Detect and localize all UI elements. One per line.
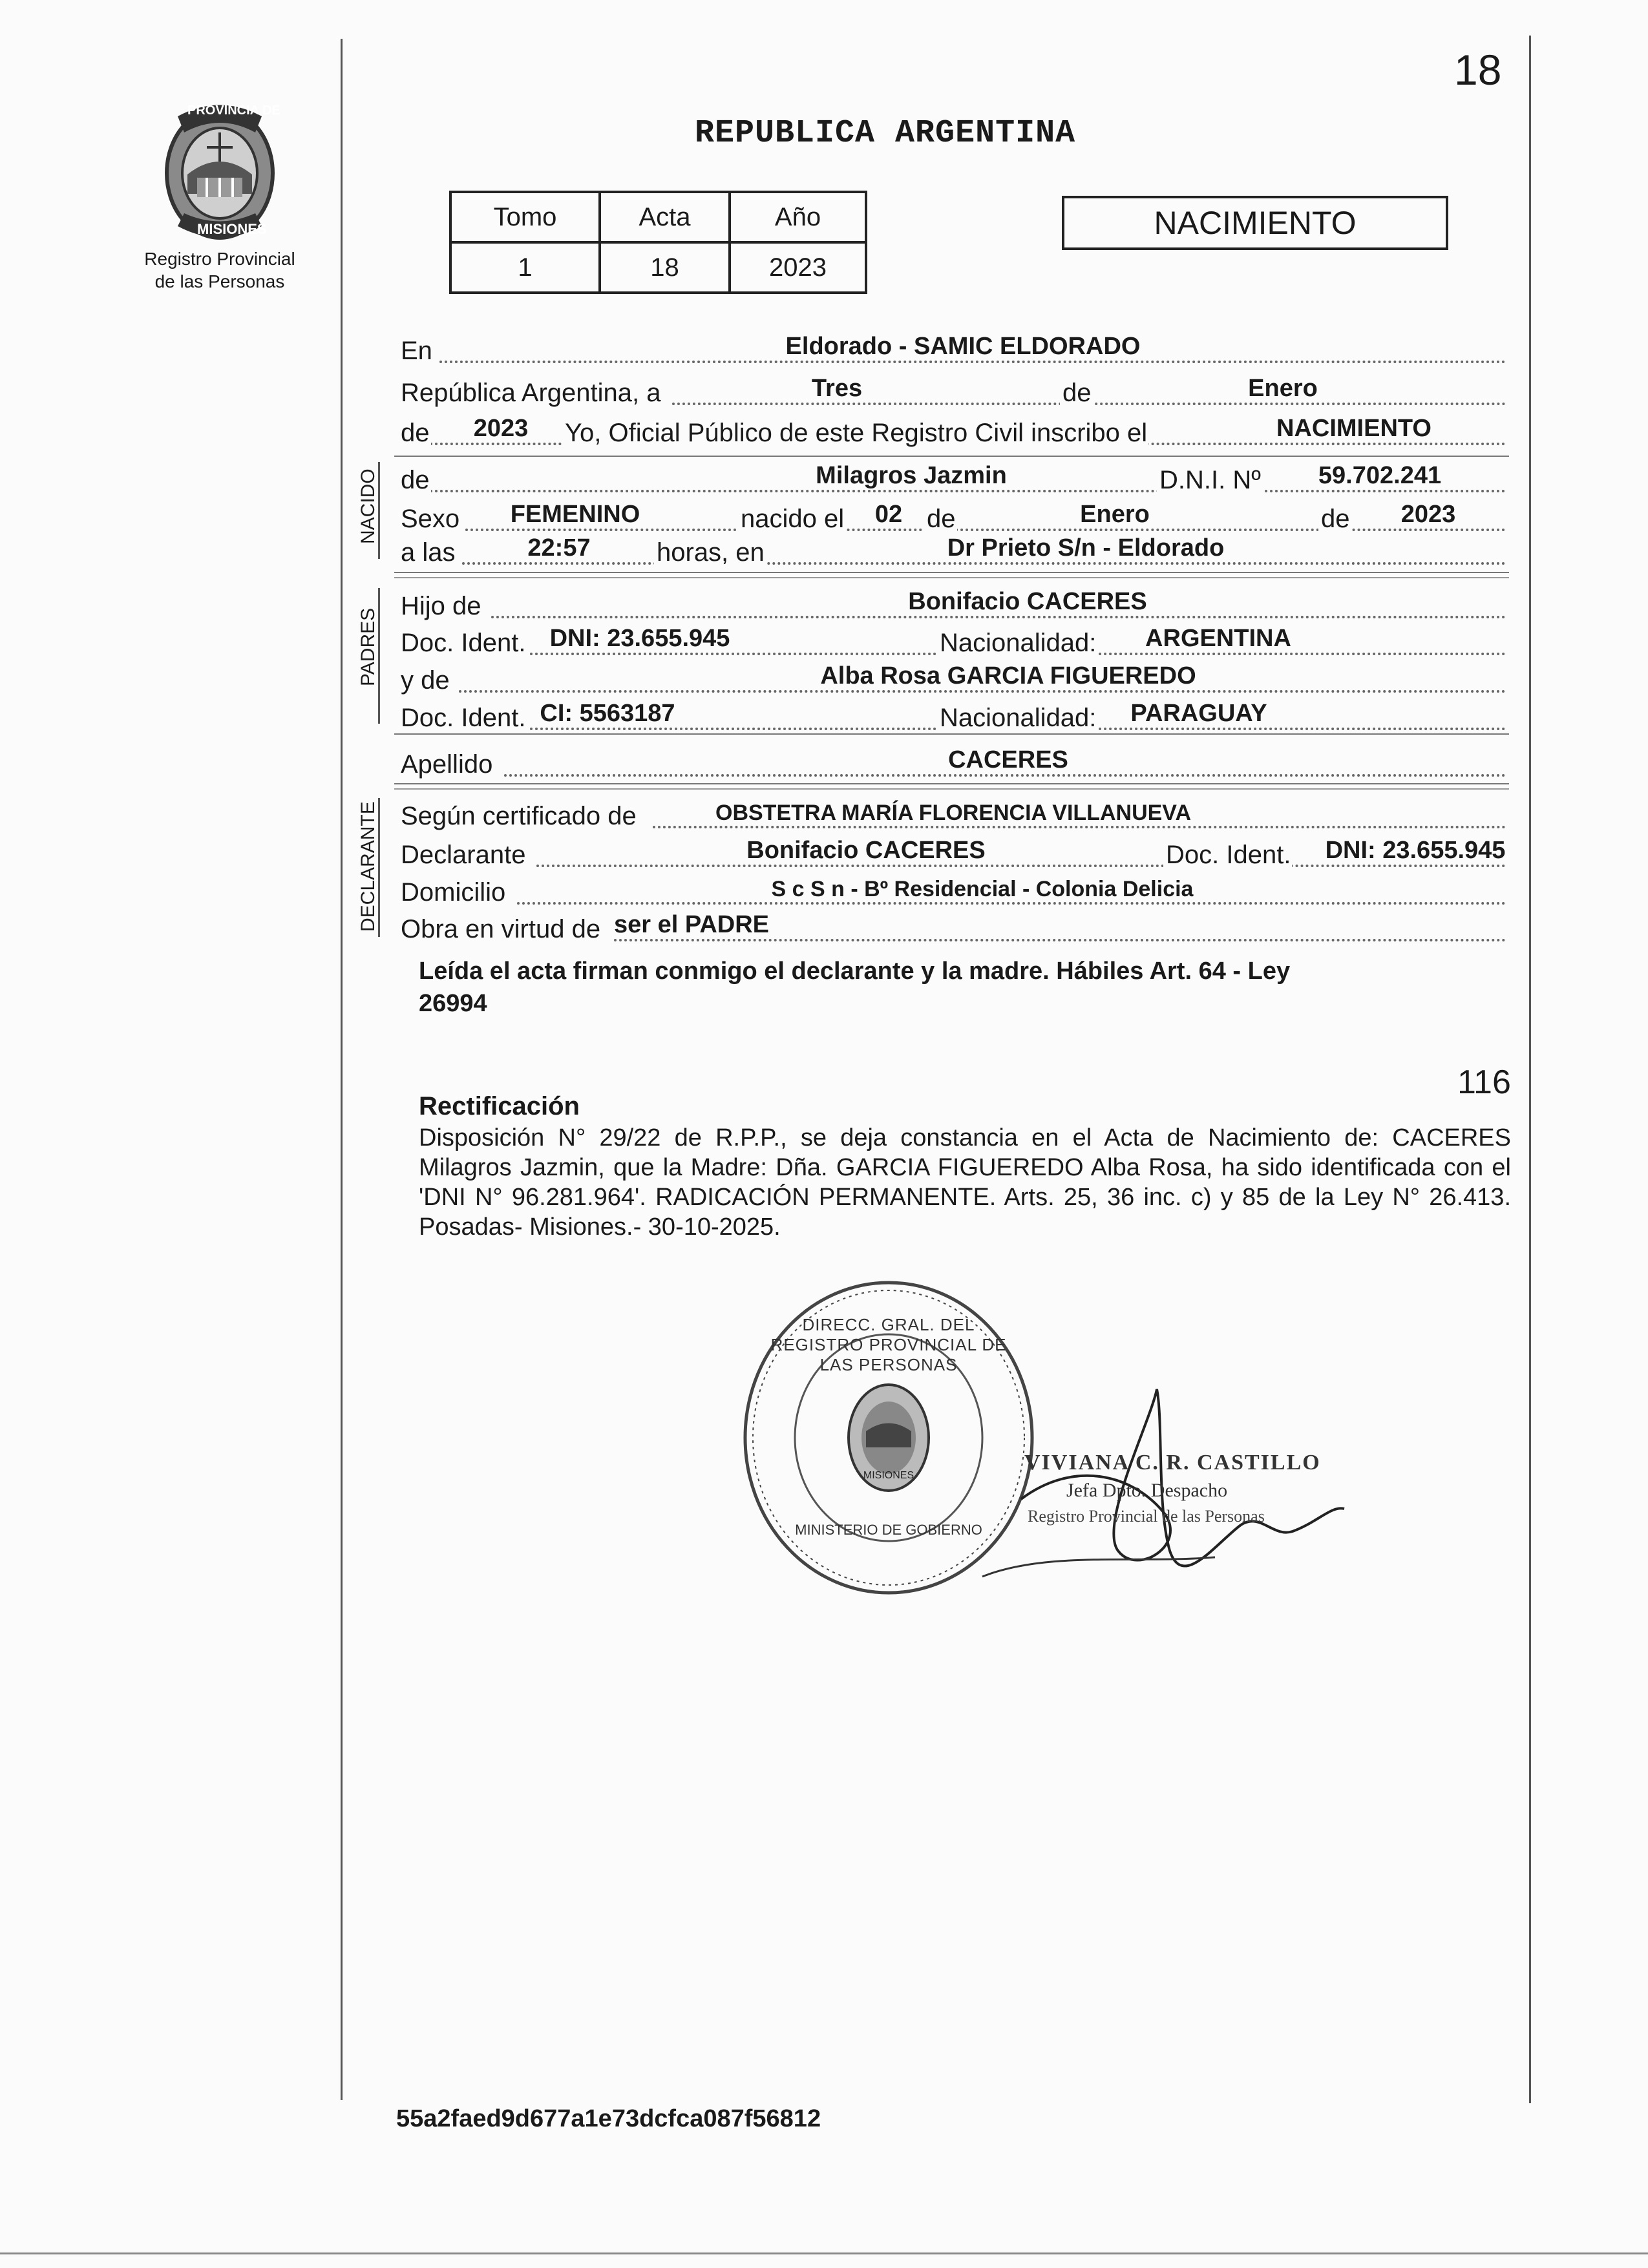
row-certificate	[401, 795, 1506, 835]
label-obra: Obra en virtud de	[401, 915, 601, 943]
row-declarant	[401, 834, 1506, 874]
row-date	[401, 372, 1506, 412]
seal-inner-text: MINISTERIO DE GOBIERNO	[795, 1522, 982, 1538]
value-place: Eldorado - SAMIC ELDORADO	[785, 333, 1141, 360]
label-de-year: de	[401, 419, 430, 447]
signer-organization: Registro Provincial de las Personas	[1028, 1507, 1265, 1526]
label-horas-en: horas, en	[654, 538, 766, 567]
value-declarant-doc: DNI: 23.655.945	[1325, 837, 1506, 864]
label-sexo: Sexo	[401, 505, 460, 533]
label-hijo-de: Hijo de	[401, 592, 481, 620]
value-mother-nationality: PARAGUAY	[1130, 700, 1267, 727]
row-father-doc	[401, 622, 1506, 662]
row-surname	[401, 743, 1506, 783]
table-value-ano: 2023	[730, 242, 866, 293]
label-en: En	[401, 337, 432, 365]
side-label-declarante: DECLARANTE	[357, 801, 379, 932]
logo-bottom-text: MISIONES	[197, 221, 267, 237]
row-time	[401, 531, 1506, 571]
value-mother-name: Alba Rosa GARCIA FIGUEREDO	[820, 662, 1196, 689]
row-name	[401, 459, 1506, 499]
row-mother	[401, 659, 1506, 699]
label-declarante: Declarante	[401, 841, 526, 869]
label-de-birth-year: de	[1318, 505, 1351, 534]
rectification-body: Disposición N° 29/22 de R.P.P., se deja constancia en el Acta de Nacimiento de: CACERES Milagros Jazmin, que la Madre: Dña. GARCIA FIGUEREDO Alba Rosa, ha sido identificada con el 'DNI N° 96.281.964'. RADICACIÓN PERMANENTE. Arts. 25, 36 inc. c) y 85 de la Ley N° 26.413. Posadas- Misiones.- 30-10-2025.	[419, 1124, 1511, 1241]
rectification-number: 116	[1457, 1064, 1511, 1101]
section-divider	[394, 456, 1509, 457]
section-divider	[394, 783, 1509, 784]
value-birth-place: Dr Prieto S/n - Eldorado	[947, 534, 1225, 562]
label-apellido: Apellido	[401, 750, 493, 779]
value-birth-day: 02	[874, 501, 903, 528]
right-margin-line	[1529, 36, 1531, 2103]
misiones-logo	[152, 97, 288, 246]
left-margin-line	[341, 39, 343, 2100]
table-header-acta: Acta	[600, 192, 730, 242]
label-oficial: Yo, Oficial Público de este Registro Civil inscribo el	[562, 419, 1148, 448]
value-father-nationality: ARGENTINA	[1145, 625, 1291, 652]
signer-name: VIVIANA C. R. CASTILLO	[1024, 1451, 1321, 1475]
label-nationality-mother: Nacionalidad:	[937, 704, 1097, 733]
value-birth-month: Enero	[1080, 501, 1150, 528]
value-by-virtue: ser el PADRE	[613, 911, 770, 938]
row-act	[401, 412, 1506, 452]
signer-role: Jefa Dpto. Despacho	[1066, 1480, 1228, 1501]
side-label-nacido: NACIDO	[357, 468, 379, 544]
page-title: REPUBLICA ARGENTINA	[695, 115, 1076, 152]
value-surname: CACERES	[948, 746, 1068, 773]
value-name: Milagros Jazmin	[816, 462, 1007, 489]
side-label-padres: PADRES	[357, 607, 379, 686]
record-type-box: NACIMIENTO	[1062, 196, 1448, 250]
label-y-de: y de	[401, 666, 450, 695]
row-address	[401, 871, 1506, 911]
value-certificate: OBSTETRA MARÍA FLORENCIA VILLANUEVA	[715, 801, 1192, 825]
value-birth-time: 22:57	[527, 534, 591, 562]
value-birth-year: 2023	[1400, 501, 1456, 528]
table-header-ano: Año	[730, 192, 866, 242]
table-value-acta: 18	[600, 242, 730, 293]
section-divider	[394, 577, 1509, 578]
record-table	[449, 191, 867, 294]
label-republica: República Argentina, a	[401, 379, 661, 407]
value-act-type: NACIMIENTO	[1276, 415, 1431, 442]
section-divider	[394, 572, 1509, 573]
label-de-name: de	[401, 466, 430, 494]
row-place	[401, 330, 1506, 370]
row-mother-doc	[401, 697, 1506, 737]
value-sex: FEMENINO	[510, 501, 640, 528]
label-de-birth-month: de	[924, 505, 957, 534]
section-divider	[394, 733, 1509, 735]
label-a-las: a las	[401, 538, 456, 567]
label-segun: Según certificado de	[401, 802, 637, 830]
row-by-virtue	[401, 908, 1506, 948]
value-father-doc: DNI: 23.655.945	[549, 625, 730, 652]
logo-top-text: PROVINCIA DE	[187, 103, 280, 118]
label-doc-ident-father: Doc. Ident.	[401, 629, 526, 657]
label-dni: D.N.I. Nº	[1157, 466, 1262, 495]
seal-outer-text: DIRECC. GRAL. DEL REGISTRO PROVINCIAL DE LAS PERSONAS	[770, 1315, 1007, 1374]
section-divider	[394, 788, 1509, 790]
value-day-words: Tres	[811, 375, 863, 402]
table-header-tomo: Tomo	[450, 192, 600, 242]
table-value-tomo: 1	[450, 242, 600, 293]
bottom-edge-line	[0, 2252, 1648, 2254]
label-nationality-father: Nacionalidad:	[937, 629, 1097, 658]
value-address: S c S n - Bº Residencial - Colonia Delicia	[771, 877, 1194, 901]
document-hash: 55a2faed9d677a1e73dcfca087f56812	[396, 2105, 821, 2132]
rectification-title: Rectificación	[419, 1092, 580, 1120]
value-mother-doc: CI: 5563187	[540, 700, 675, 727]
closing-statement-line1: Leída el acta firman conmigo el declarante y la madre. Hábiles Art. 64 - Ley	[419, 958, 1291, 985]
page-number: 18	[1454, 46, 1502, 94]
closing-statement-line2: 26994	[419, 990, 487, 1017]
value-declarant: Bonifacio CACERES	[746, 837, 986, 864]
registry-name-line1: Registro Provincial	[144, 249, 295, 269]
value-year: 2023	[473, 415, 529, 442]
seal-emblem-text: MISIONES	[863, 1470, 914, 1481]
value-father-name: Bonifacio CACERES	[908, 588, 1147, 615]
label-nacido-el: nacido el	[738, 505, 845, 534]
label-de-month: de	[1060, 379, 1093, 408]
label-doc-ident-declarant: Doc. Ident.	[1163, 841, 1292, 870]
value-dni: 59.702.241	[1318, 462, 1442, 489]
row-father	[401, 585, 1506, 625]
registry-name-line2: de las Personas	[154, 271, 285, 291]
label-domicilio: Domicilio	[401, 878, 506, 907]
label-doc-ident-mother: Doc. Ident.	[401, 704, 526, 732]
value-month-words: Enero	[1248, 375, 1318, 402]
